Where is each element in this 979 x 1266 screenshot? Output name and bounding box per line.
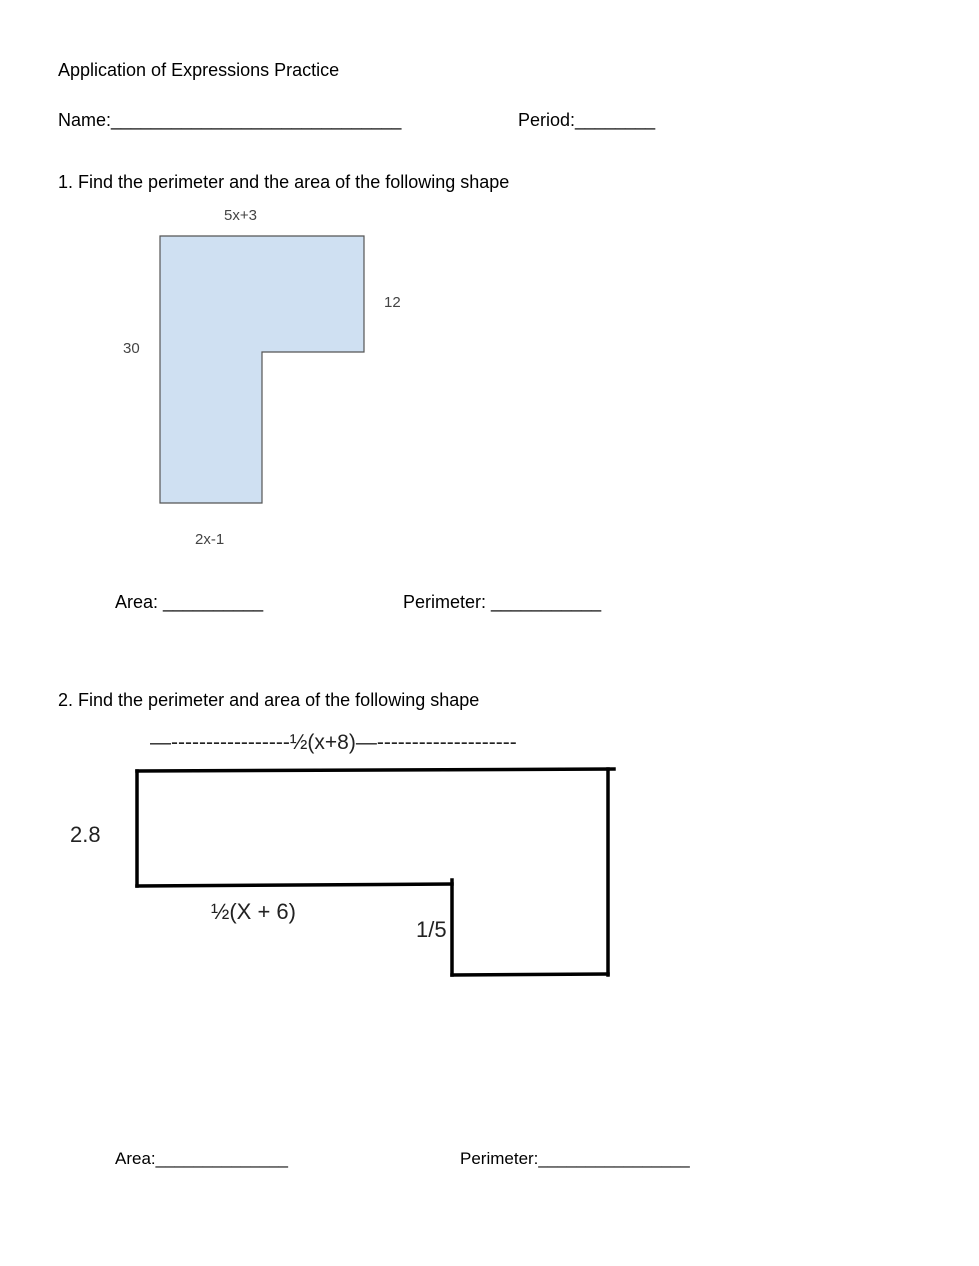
q2-inner-bottom-label: ½(X + 6) xyxy=(211,899,296,924)
q1-bottom-label: 2x-1 xyxy=(195,531,225,548)
q2-top-label: —-----------------½(x+8)—-------------------- xyxy=(150,731,517,754)
period-field[interactable]: Period:________ xyxy=(518,110,656,130)
q2-left-label: 2.8 xyxy=(70,822,101,847)
q1-right-label: 12 xyxy=(384,294,401,311)
question-1-prompt: 1. Find the perimeter and the area of the following shape xyxy=(58,172,510,192)
q2-perimeter-answer[interactable]: Perimeter:________________ xyxy=(460,1149,690,1168)
q2-step-label: 1/5 xyxy=(416,917,447,942)
q2-area-answer[interactable]: Area:______________ xyxy=(115,1149,288,1168)
q1-top-label: 5x+3 xyxy=(224,207,257,224)
question-2-prompt: 2. Find the perimeter and area of the following shape xyxy=(58,690,480,710)
name-field[interactable]: Name:_____________________________ xyxy=(58,110,402,130)
q1-area-answer[interactable]: Area: __________ xyxy=(115,592,264,612)
q1-perimeter-answer[interactable]: Perimeter: ___________ xyxy=(403,592,602,612)
q2-step-shape xyxy=(137,769,614,975)
worksheet-title: Application of Expressions Practice xyxy=(58,60,340,80)
q1-left-label: 30 xyxy=(123,340,140,357)
q1-l-shape xyxy=(160,236,364,503)
